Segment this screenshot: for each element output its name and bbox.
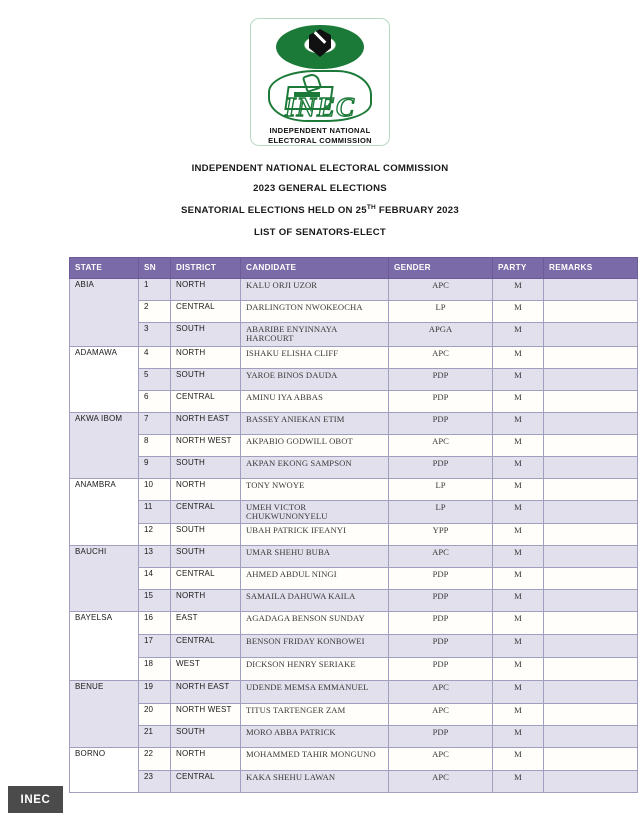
title-election-year: 2023 GENERAL ELECTIONS [253, 182, 387, 194]
cell-remarks [544, 346, 638, 368]
cell-candidate: AHMED ABDUL NINGI [241, 568, 389, 590]
cell-sn: 3 [139, 323, 171, 347]
cell-district: NORTH [171, 478, 241, 500]
cell-gender: PDP [389, 658, 493, 681]
table-row[interactable] [70, 704, 638, 726]
cell-candidate: BENSON FRIDAY KONBOWEI [241, 635, 389, 658]
cell-sn: 2 [139, 301, 171, 323]
cell-district: EAST [171, 612, 241, 635]
cell-gender: APC [389, 771, 493, 793]
cell-remarks [544, 568, 638, 590]
cell-gender: APC [389, 434, 493, 456]
cell-district: CENTRAL [171, 500, 241, 524]
cell-remarks [544, 301, 638, 323]
cell-gender: LP [389, 500, 493, 524]
cell-state: AKWA IBOM [70, 412, 139, 478]
cell-district: NORTH WEST [171, 704, 241, 726]
table-row[interactable] [70, 279, 638, 301]
cell-gender: LP [389, 301, 493, 323]
cell-sn: 16 [139, 612, 171, 635]
cell-party: M [493, 323, 544, 347]
cell-party: M [493, 748, 544, 771]
cell-state: ABIA [70, 279, 139, 347]
cell-gender: APC [389, 346, 493, 368]
cell-district: NORTH [171, 346, 241, 368]
cell-party: M [493, 590, 544, 612]
cell-district: NORTH WEST [171, 434, 241, 456]
table-row[interactable] [70, 524, 638, 546]
cell-candidate: DICKSON HENRY SERIAKE [241, 658, 389, 681]
cell-district: CENTRAL [171, 390, 241, 412]
cell-sn: 10 [139, 478, 171, 500]
cell-district: SOUTH [171, 368, 241, 390]
cell-sn: 6 [139, 390, 171, 412]
cell-gender: APC [389, 546, 493, 568]
cell-state: BAUCHI [70, 546, 139, 612]
column-header-sn[interactable]: SN [139, 258, 171, 279]
cell-remarks [544, 726, 638, 748]
cell-gender: PDP [389, 390, 493, 412]
table-row[interactable] [70, 748, 638, 771]
title-list-heading: LIST OF SENATORS-ELECT [254, 226, 386, 238]
cell-district: NORTH [171, 748, 241, 771]
table-row[interactable] [70, 412, 638, 434]
cell-state: ANAMBRA [70, 478, 139, 546]
cell-gender: APC [389, 279, 493, 301]
table-row[interactable] [70, 590, 638, 612]
cell-party: M [493, 612, 544, 635]
cell-remarks [544, 612, 638, 635]
logo-caption-line2: ELECTORAL COMMISSION [268, 135, 372, 145]
cell-candidate: SAMAILA DAHUWA KAILA [241, 590, 389, 612]
logo-caption-line1: INDEPENDENT NATIONAL [269, 126, 371, 136]
table-row[interactable] [70, 612, 638, 635]
cell-party: M [493, 346, 544, 368]
table-row[interactable] [70, 635, 638, 658]
nigeria-map-ballot-icon [260, 70, 380, 124]
cell-candidate: DARLINGTON NWOKEOCHA [241, 301, 389, 323]
cell-candidate: MOHAMMED TAHIR MONGUNO [241, 748, 389, 771]
cell-party: M [493, 635, 544, 658]
cell-candidate: UMEH VICTOR CHUKWUNONYELU [241, 500, 389, 524]
cell-candidate: UMAR SHEHU BUBA [241, 546, 389, 568]
cell-district: NORTH EAST [171, 412, 241, 434]
cell-sn: 14 [139, 568, 171, 590]
cell-remarks [544, 500, 638, 524]
cell-state: ADAMAWA [70, 346, 139, 412]
table-body [70, 279, 638, 793]
cell-sn: 5 [139, 368, 171, 390]
table-row[interactable] [70, 568, 638, 590]
cell-candidate: KAKA SHEHU LAWAN [241, 771, 389, 793]
cell-remarks [544, 546, 638, 568]
cell-sn: 18 [139, 658, 171, 681]
column-header-gender[interactable]: GENDER [389, 258, 493, 279]
logo-caption [268, 126, 372, 145]
cell-district: NORTH [171, 279, 241, 301]
table-row[interactable] [70, 456, 638, 478]
table-row[interactable] [70, 368, 638, 390]
table-row[interactable] [70, 500, 638, 524]
cell-remarks [544, 590, 638, 612]
cell-party: M [493, 478, 544, 500]
cell-sn: 12 [139, 524, 171, 546]
cell-gender: PDP [389, 456, 493, 478]
cell-party: M [493, 658, 544, 681]
title-election-date [0, 205, 640, 216]
nigeria-coat-of-arms-icon [276, 25, 364, 69]
cell-party: M [493, 390, 544, 412]
cell-party: M [493, 368, 544, 390]
cell-district: SOUTH [171, 524, 241, 546]
cell-district: CENTRAL [171, 635, 241, 658]
cell-remarks [544, 478, 638, 500]
column-header-candidate[interactable]: CANDIDATE [241, 258, 389, 279]
senators-elect-table [69, 257, 638, 793]
cell-party: M [493, 568, 544, 590]
cell-party: M [493, 301, 544, 323]
cell-gender: PDP [389, 612, 493, 635]
cell-gender: PDP [389, 412, 493, 434]
cell-district: CENTRAL [171, 771, 241, 793]
cell-party: M [493, 726, 544, 748]
title-date-suffix: FEBRUARY 2023 [376, 205, 459, 217]
cell-sn: 23 [139, 771, 171, 793]
cell-gender: PDP [389, 568, 493, 590]
title-organization: INDEPENDENT NATIONAL ELECTORAL COMMISSION [191, 163, 449, 174]
cell-remarks [544, 279, 638, 301]
cell-candidate: ABARIBE ENYINNAYA HARCOURT [241, 323, 389, 347]
table-row[interactable] [70, 681, 638, 704]
title-date-ordinal: TH [366, 204, 376, 212]
cell-remarks [544, 323, 638, 347]
cell-sn: 19 [139, 681, 171, 704]
cell-sn: 15 [139, 590, 171, 612]
cell-gender: PDP [389, 635, 493, 658]
cell-gender: APC [389, 681, 493, 704]
cell-candidate: BASSEY ANIEKAN ETIM [241, 412, 389, 434]
cell-remarks [544, 635, 638, 658]
cell-remarks [544, 390, 638, 412]
cell-remarks [544, 368, 638, 390]
cell-remarks [544, 456, 638, 478]
inec-watermark-badge: INEC [8, 786, 63, 813]
cell-remarks [544, 658, 638, 681]
cell-district: SOUTH [171, 456, 241, 478]
cell-remarks [544, 524, 638, 546]
cell-remarks [544, 681, 638, 704]
cell-party: M [493, 524, 544, 546]
cell-party: M [493, 412, 544, 434]
cell-gender: PDP [389, 726, 493, 748]
cell-party: M [493, 434, 544, 456]
cell-remarks [544, 771, 638, 793]
cell-state: BORNO [70, 748, 139, 793]
cell-candidate: KALU ORJI UZOR [241, 279, 389, 301]
column-header-remarks[interactable]: REMARKS [544, 258, 638, 279]
inec-logo [250, 18, 390, 146]
cell-gender: APC [389, 748, 493, 771]
table-row[interactable] [70, 390, 638, 412]
cell-gender: PDP [389, 368, 493, 390]
cell-candidate: YAROE BINOS DAUDA [241, 368, 389, 390]
cell-state: BENUE [70, 681, 139, 748]
cell-gender: PDP [389, 590, 493, 612]
cell-sn: 11 [139, 500, 171, 524]
table-row[interactable] [70, 301, 638, 323]
cell-remarks [544, 748, 638, 771]
cell-district: NORTH [171, 590, 241, 612]
logo-container [0, 18, 640, 146]
cell-district: SOUTH [171, 323, 241, 347]
cell-remarks [544, 704, 638, 726]
table-row[interactable] [70, 726, 638, 748]
cell-remarks [544, 434, 638, 456]
cell-sn: 13 [139, 546, 171, 568]
title-date-prefix: SENATORIAL ELECTIONS HELD ON 25 [181, 205, 367, 217]
cell-gender: LP [389, 478, 493, 500]
cell-candidate: MORO ABBA PATRICK [241, 726, 389, 748]
cell-candidate: TONY NWOYE [241, 478, 389, 500]
cell-district: SOUTH [171, 726, 241, 748]
cell-party: M [493, 704, 544, 726]
cell-sn: 22 [139, 748, 171, 771]
cell-party: M [493, 456, 544, 478]
cell-gender: APC [389, 704, 493, 726]
table-row[interactable] [70, 546, 638, 568]
cell-district: NORTH EAST [171, 681, 241, 704]
cell-gender: YPP [389, 524, 493, 546]
cell-district: WEST [171, 658, 241, 681]
table-row[interactable] [70, 323, 638, 347]
cell-party: M [493, 771, 544, 793]
cell-gender: APGA [389, 323, 493, 347]
cell-candidate: AGADAGA BENSON SUNDAY [241, 612, 389, 635]
cell-state: BAYELSA [70, 612, 139, 681]
table-header [70, 258, 638, 279]
cell-sn: 8 [139, 434, 171, 456]
cell-party: M [493, 500, 544, 524]
cell-sn: 17 [139, 635, 171, 658]
column-header-district[interactable]: DISTRICT [171, 258, 241, 279]
column-header-party[interactable]: PARTY [493, 258, 544, 279]
table-row[interactable] [70, 771, 638, 793]
cell-candidate: UDENDE MEMSA EMMANUEL [241, 681, 389, 704]
cell-sn: 20 [139, 704, 171, 726]
table-header-row [70, 258, 638, 279]
cell-candidate: AMINU IYA ABBAS [241, 390, 389, 412]
table-row[interactable] [70, 434, 638, 456]
table-row[interactable] [70, 346, 638, 368]
table-row[interactable] [70, 658, 638, 681]
senators-table-container [69, 257, 637, 793]
cell-sn: 4 [139, 346, 171, 368]
cell-party: M [493, 681, 544, 704]
cell-remarks [544, 412, 638, 434]
cell-party: M [493, 279, 544, 301]
cell-candidate: AKPAN EKONG SAMPSON [241, 456, 389, 478]
cell-district: SOUTH [171, 546, 241, 568]
column-header-state[interactable]: STATE [70, 258, 139, 279]
cell-sn: 1 [139, 279, 171, 301]
cell-district: CENTRAL [171, 301, 241, 323]
inec-wordmark: INEC [284, 92, 356, 123]
cell-candidate: ISHAKU ELISHA CLIFF [241, 346, 389, 368]
table-row[interactable] [70, 478, 638, 500]
cell-sn: 7 [139, 412, 171, 434]
cell-sn: 21 [139, 726, 171, 748]
cell-party: M [493, 546, 544, 568]
cell-candidate: UBAH PATRICK IFEANYI [241, 524, 389, 546]
cell-district: CENTRAL [171, 568, 241, 590]
document-titles [0, 164, 640, 248]
cell-candidate: AKPABIO GODWILL OBOT [241, 434, 389, 456]
cell-candidate: TITUS TARTENGER ZAM [241, 704, 389, 726]
cell-sn: 9 [139, 456, 171, 478]
